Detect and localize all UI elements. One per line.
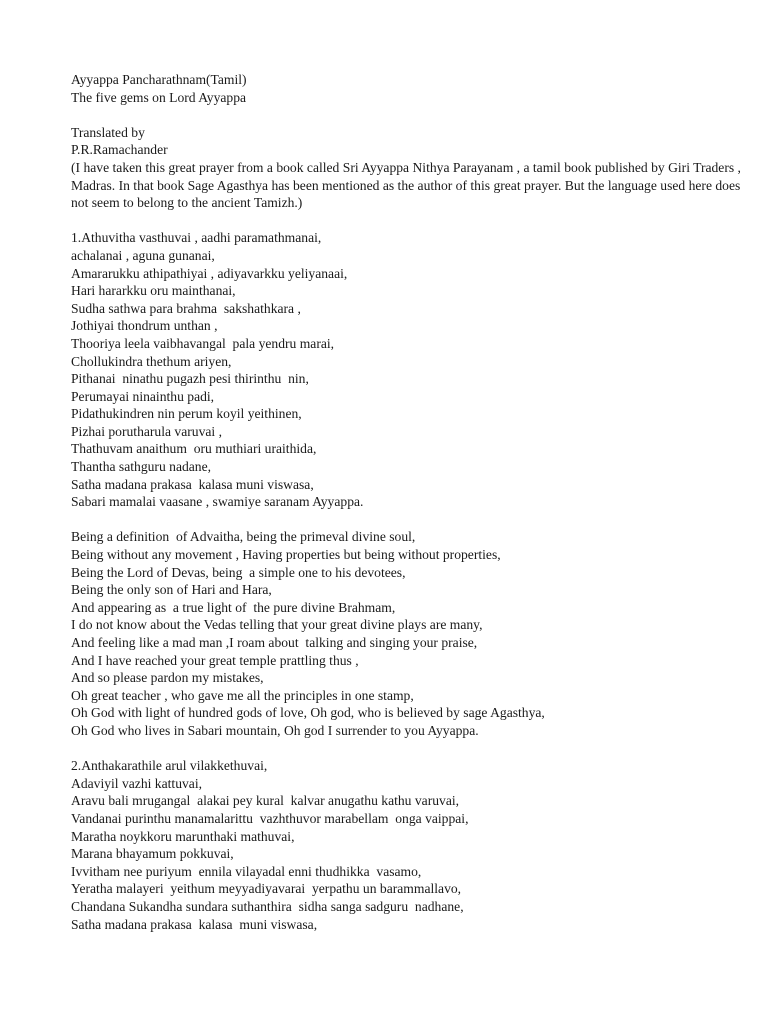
verse-line: Perumayai ninainthu padi, [71, 388, 215, 404]
translation-line: Being the Lord of Devas, being a simple one to his devotees, [71, 564, 406, 580]
verse-2-tamil [71, 757, 761, 933]
verse-line: Amararukku athipathiyai , adiyavarkku yeliyanaai, [71, 265, 348, 281]
verse-line: Chandana Sukandha sundara suthanthira sidha sanga sadguru nadhane, [71, 898, 464, 914]
verse-line: Thantha sathguru nadane, [71, 459, 212, 475]
verse-line: Aravu bali mrugangal alakai pey kural kalvar anugathu kathu varuvai, [71, 793, 460, 809]
translation-line: And appearing as a true light of the pure divine Brahmam, [71, 599, 396, 615]
verse-line: Satha madana prakasa kalasa muni viswasa, [71, 916, 318, 932]
verse-line: Adaviyil vazhi kattuvai, [71, 775, 202, 791]
document-subtitle: The five gems on Lord Ayyappa [71, 89, 247, 105]
translation-line: And I have reached your great temple prattling thus , [71, 652, 359, 668]
translator-name: P.R.Ramachander [71, 142, 168, 158]
verse-line: Thooriya leela vaibhavangal pala yendru marai, [71, 335, 335, 351]
spacer [71, 740, 761, 758]
verse-1-english [71, 528, 761, 739]
verse-line: Satha madana prakasa kalasa muni viswasa, [71, 476, 314, 492]
verse-line: 2.Anthakarathile arul vilakkethuvai, [71, 758, 268, 774]
translation-line: I do not know about the Vedas telling that your great divine plays are many, [71, 617, 483, 633]
translated-by-label: Translated by [71, 124, 145, 140]
verse-line: Hari hararkku oru mainthanai, [71, 283, 236, 299]
spacer [71, 212, 761, 230]
verse-line: Maratha noykkoru marunthaki mathuvai, [71, 828, 295, 844]
translation-line: Being the only son of Hari and Hara, [71, 582, 272, 598]
translation-line: Being without any movement , Having properties but being without properties, [71, 547, 501, 563]
verse-line: Marana bhayamum pokkuvai, [71, 846, 234, 862]
translation-line: Oh God with light of hundred gods of love, Oh god, who is believed by sage Agasthya, [71, 705, 545, 721]
verse-line: Yeratha malayeri yeithum meyyadiyavarai yerpathu un barammallavo, [71, 881, 462, 897]
verse-line: Pidathukindren nin perum koyil yeithinen, [71, 406, 302, 422]
verse-line: Jothiyai thondrum unthan , [71, 318, 218, 334]
verse-line: Pizhai porutharula varuvai , [71, 423, 222, 439]
verse-line: Sabari mamalai vaasane , swamiye saranam Ayyappa. [71, 494, 364, 510]
verse-line: Pithanai ninathu pugazh pesi thirinthu nin, [71, 371, 309, 387]
intro-paragraph: (I have taken this great prayer from a book called Sri Ayyappa Nithya Parayanam , a tamil book published by Giri Traders , Madras. In that book Sage Agasthya has been mentioned as the author of this great prayer. But the language used here does not seem to belong to the ancient Tamizh.) [71, 159, 741, 211]
translation-line: And so please pardon my mistakes, [71, 670, 264, 686]
translation-line: Being a definition of Advaitha, being the primeval divine soul, [71, 529, 416, 545]
verse-line: Ivvitham nee puriyum ennila vilayadal enni thudhikka vasamo, [71, 863, 422, 879]
verse-line: Sudha sathwa para brahma sakshathkara , [71, 300, 301, 316]
verse-line: Vandanai purinthu manamalarittu vazhthuvor marabellam onga vaippai, [71, 810, 469, 826]
verse-line: Chollukindra thethum ariyen, [71, 353, 232, 369]
translation-line: And feeling like a mad man ,I roam about talking and singing your praise, [71, 635, 478, 650]
document-page [71, 71, 761, 933]
spacer [71, 106, 761, 124]
verse-line: 1.Athuvitha vasthuvai , aadhi paramathmanai, [71, 230, 322, 246]
verse-line: Thathuvam anaithum oru muthiari uraithida, [71, 441, 317, 457]
document-title: Ayyappa Pancharathnam(Tamil) [71, 72, 247, 87]
spacer [71, 511, 761, 529]
translation-line: Oh God who lives in Sabari mountain, Oh god I surrender to you Ayyappa. [71, 722, 479, 738]
translation-line: Oh great teacher , who gave me all the principles in one stamp, [71, 687, 414, 703]
verse-line: achalanai , aguna gunanai, [71, 247, 215, 263]
verse-1-tamil [71, 229, 761, 511]
